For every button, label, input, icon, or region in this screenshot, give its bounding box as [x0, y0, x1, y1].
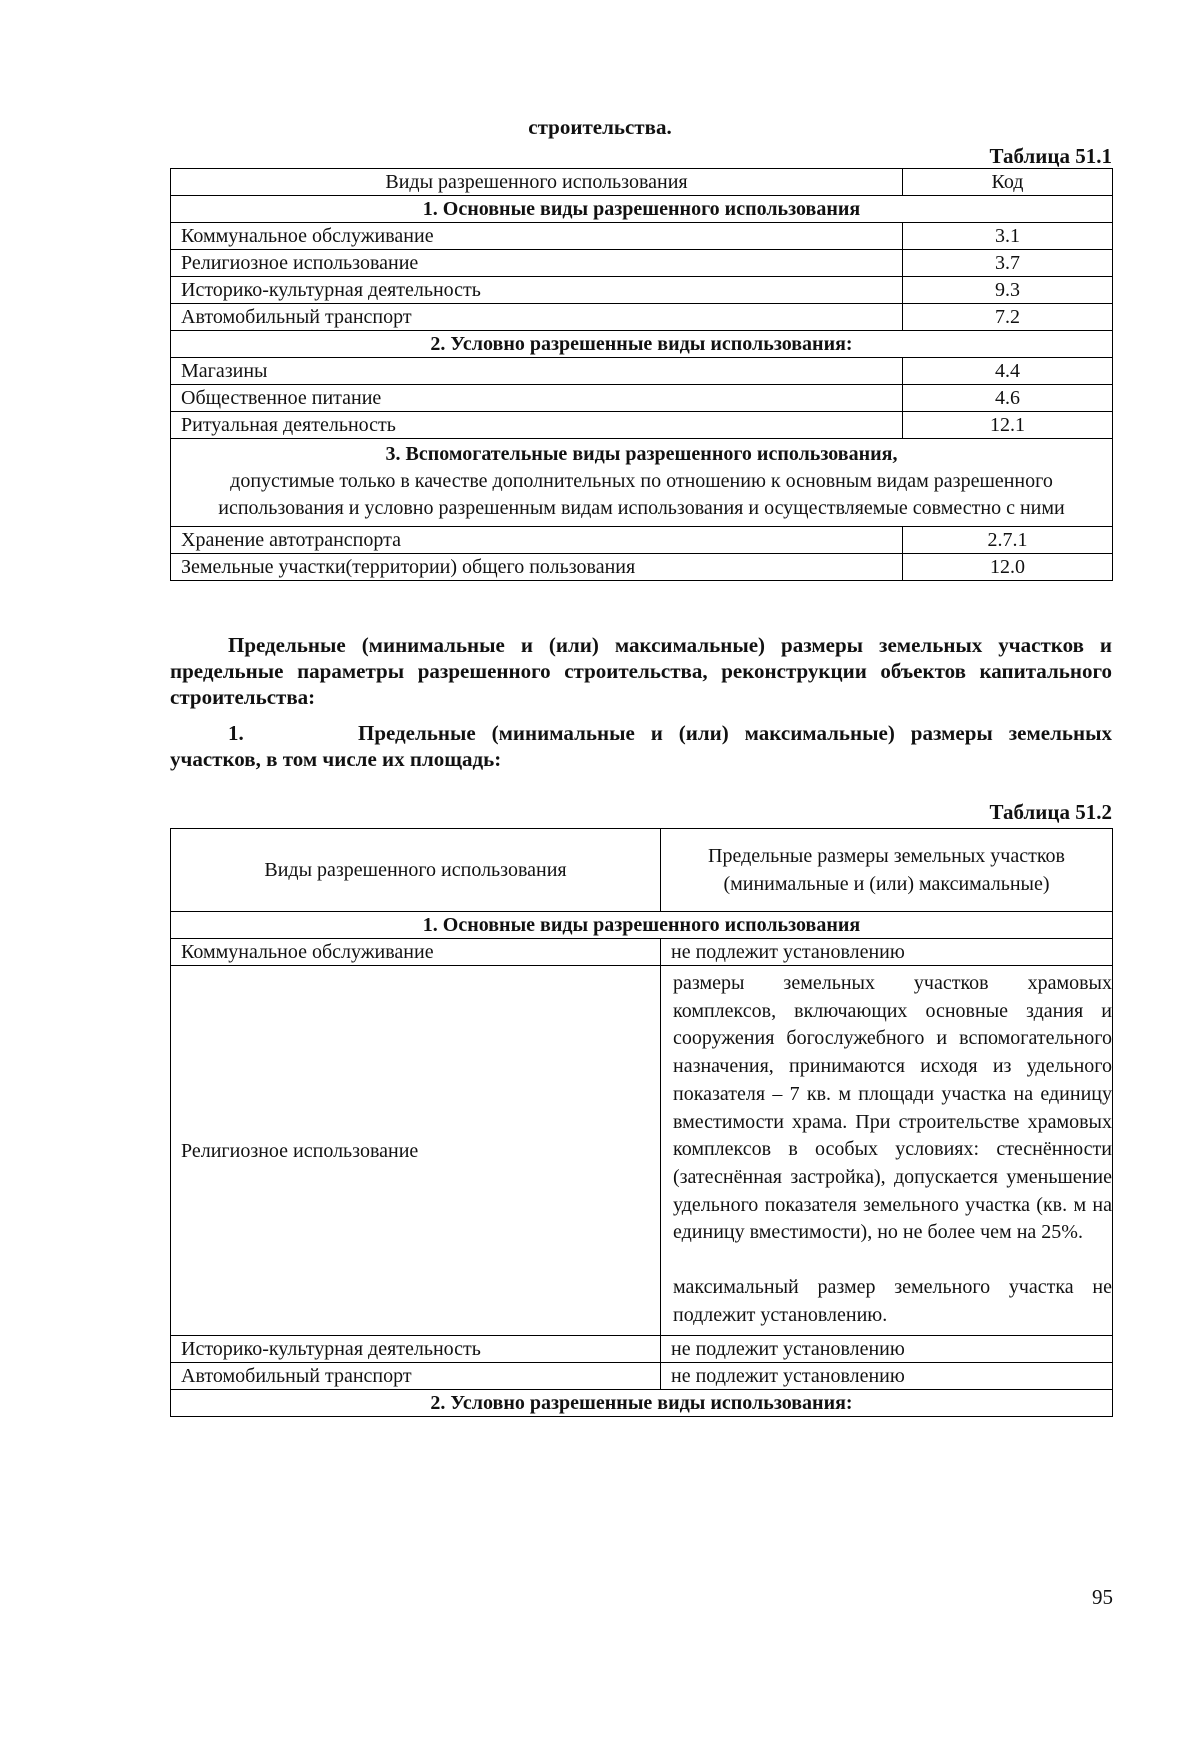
heading-fragment: строительства. [528, 115, 672, 139]
use-code: 7.2 [903, 304, 1113, 331]
table-row [171, 358, 1113, 385]
use-code: 9.3 [903, 277, 1113, 304]
table1-section-row [171, 196, 1113, 223]
use-name: Религиозное использование [171, 966, 661, 1336]
use-code: 3.1 [903, 223, 1113, 250]
paragraph-item-text: Предельные (минимальные и (или) максимальные) размеры земельных участков, в том числе их площадь: [170, 721, 1112, 771]
table2-section-row [171, 912, 1113, 939]
table-row [171, 304, 1113, 331]
use-code: 4.4 [903, 358, 1113, 385]
table1-caption: Таблица 51.1 [989, 144, 1112, 168]
limit-value: не подлежит установлению [661, 939, 1113, 966]
use-name: Религиозное использование [171, 250, 903, 277]
limit-value-cell [661, 966, 1113, 1336]
table-row [171, 250, 1113, 277]
table-row [171, 527, 1113, 554]
table2 [170, 828, 1113, 1417]
use-name: Ритуальная деятельность [171, 412, 903, 439]
use-code: 4.6 [903, 385, 1113, 412]
table2-section-row [171, 1390, 1113, 1417]
use-name: Магазины [171, 358, 903, 385]
use-name: Автомобильный транспорт [171, 1363, 661, 1390]
use-name: Автомобильный транспорт [171, 304, 903, 331]
table2-header-name: Виды разрешенного использования [171, 829, 661, 912]
table-row [171, 223, 1113, 250]
table-row [171, 939, 1113, 966]
limit-value-paragraph: размеры земельных участков храмовых комплексов, включающих основные здания и сооружения богослужебного и вспомогательного назначения, принимаются исходя из удельного показателя – 7 кв. м площади участка на единицу вместимости храма. При строительстве храмовых комплексов в особых условиях: стеснённости (затеснённая застройка), допускается уменьшение удельного показателя земельного участка (кв. м на единицу вместимости), но не более чем на 25%. [673, 972, 1112, 1244]
table1-section1-title: 1. Основные виды разрешенного использования [171, 196, 1113, 223]
table1-section-row [171, 439, 1113, 527]
table1-section3-title: 3. Вспомогательные виды разрешенного использования, [385, 443, 898, 465]
table-row [171, 1336, 1113, 1363]
table-row [171, 385, 1113, 412]
table1-section-row [171, 331, 1113, 358]
use-code: 12.0 [903, 554, 1113, 581]
use-name: Общественное питание [171, 385, 903, 412]
use-name: Коммунальное обслуживание [171, 223, 903, 250]
table2-section1-title: 1. Основные виды разрешенного использования [171, 912, 1113, 939]
table-row [171, 1363, 1113, 1390]
use-name: Хранение автотранспорта [171, 527, 903, 554]
limit-value: не подлежит установлению [661, 1336, 1113, 1363]
paragraph-limits: Предельные (минимальные и (или) максимальные) размеры земельных участков и предельные параметры разрешенного строительства, реконструкции объектов капитального строительства: [170, 633, 1112, 709]
use-name: Историко-культурная деятельность [171, 277, 903, 304]
table1-section3-note: допустимые только в качестве дополнительных по отношению к основным видам разрешенного использования и условно разрешенным видам использования и осуществляемые совместно с ними [218, 470, 1065, 519]
table1-header-row [171, 169, 1113, 196]
table1-section3-cell [171, 439, 1113, 527]
paragraph-item-number: 1. [228, 721, 244, 745]
page-number: 95 [1092, 1585, 1113, 1609]
table2-caption: Таблица 51.2 [989, 800, 1112, 824]
table-row [171, 277, 1113, 304]
use-code: 3.7 [903, 250, 1113, 277]
use-name: Коммунальное обслуживание [171, 939, 661, 966]
use-code: 2.7.1 [903, 527, 1113, 554]
use-code: 12.1 [903, 412, 1113, 439]
table1-header-name: Виды разрешенного использования [171, 169, 903, 196]
table-row [171, 554, 1113, 581]
table1-section2-title: 2. Условно разрешенные виды использования: [171, 331, 1113, 358]
paragraph-item-1 [170, 720, 1112, 772]
limit-value: не подлежит установлению [661, 1363, 1113, 1390]
table1 [170, 168, 1113, 581]
table-row [171, 966, 1113, 1336]
table2-header-row [171, 829, 1113, 912]
table2-header-limits: Предельные размеры земельных участков (минимальные и (или) максимальные) [661, 829, 1113, 912]
use-name: Земельные участки(территории) общего пользования [171, 554, 903, 581]
limit-value-paragraph: максимальный размер земельного участка не подлежит установлению. [673, 1276, 1112, 1326]
use-name: Историко-культурная деятельность [171, 1336, 661, 1363]
table-row [171, 412, 1113, 439]
table2-section2-title: 2. Условно разрешенные виды использования: [171, 1390, 1113, 1417]
table1-header-code: Код [903, 169, 1113, 196]
